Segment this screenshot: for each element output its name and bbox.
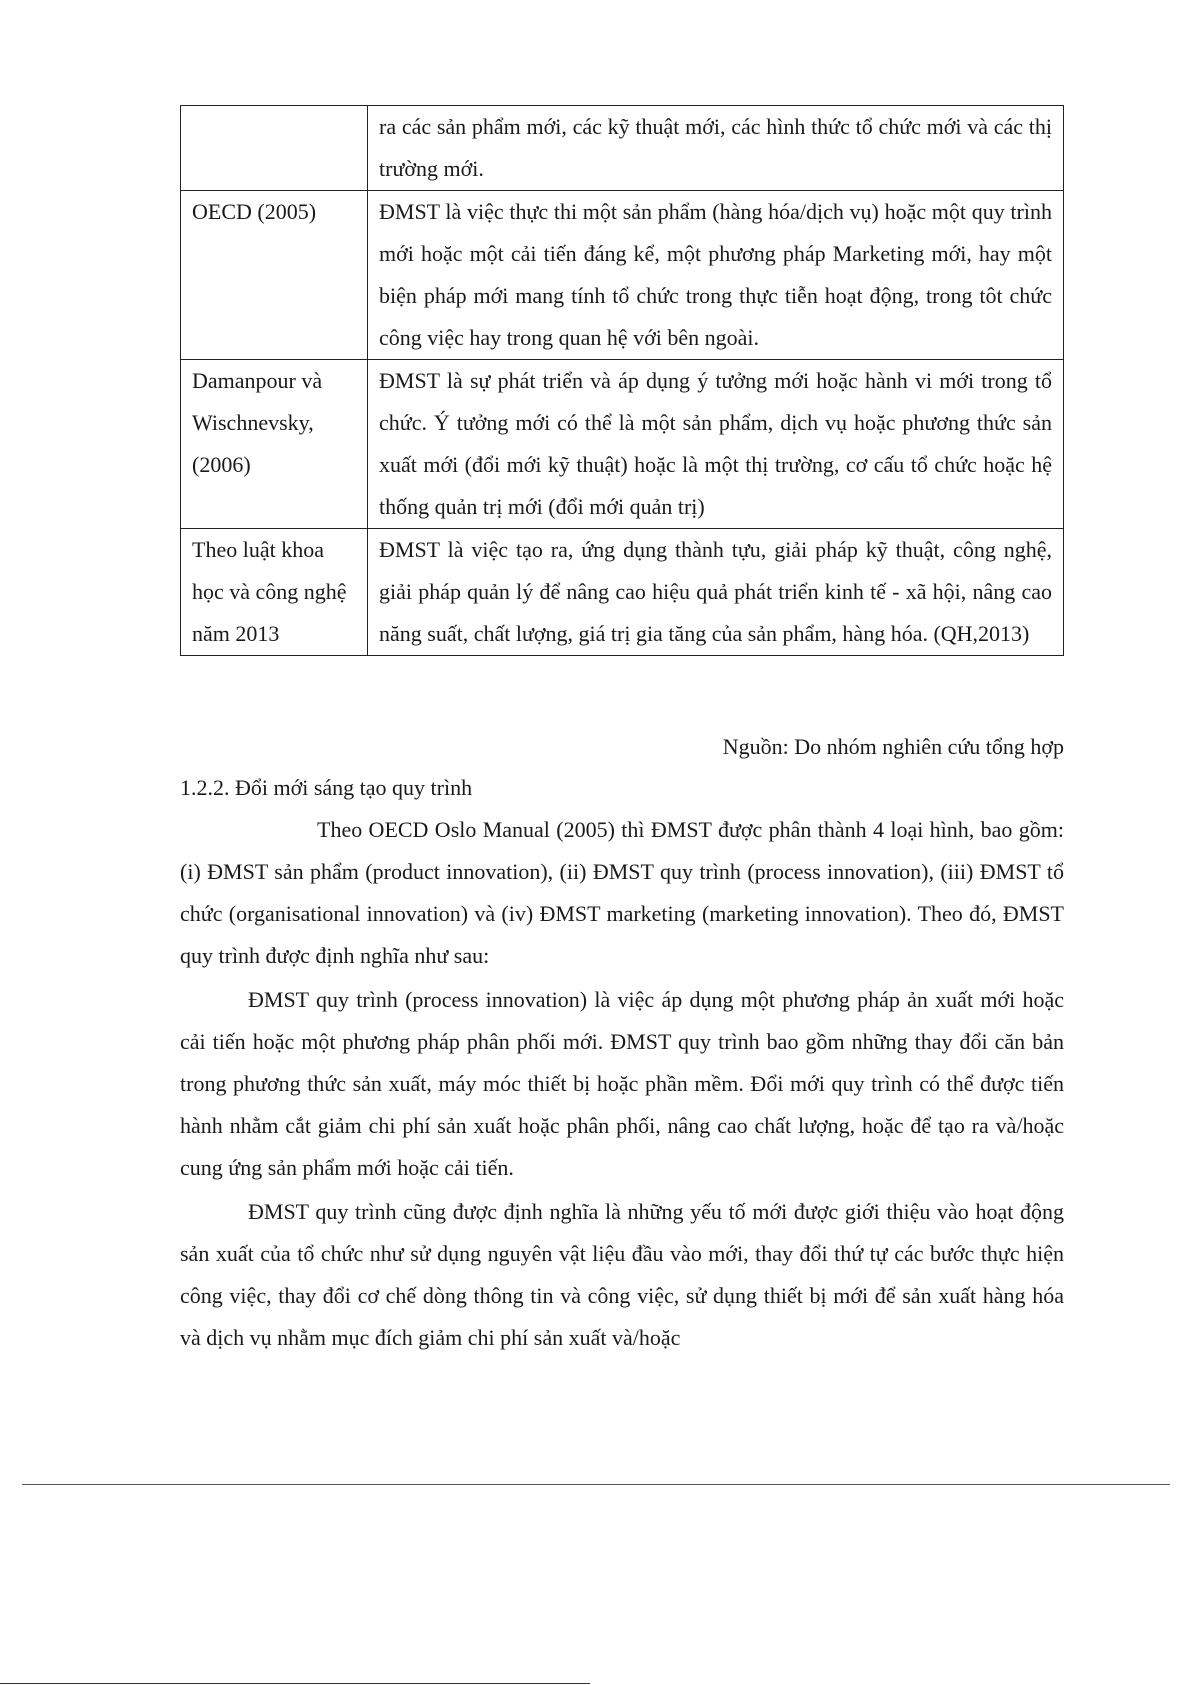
author-cell: Theo luật khoa học và công nghệ năm 2013 — [181, 529, 368, 656]
section-heading: 1.2.2. Đổi mới sáng tạo quy trình — [180, 775, 473, 800]
table-source-note: Nguồn: Do nhóm nghiên cứu tổng hợp — [722, 734, 1064, 759]
definition-cell: ĐMST là việc tạo ra, ứng dụng thành tựu, giải pháp kỹ thuật, công nghệ, giải pháp quản lý để nâng cao hiệu quả phát triển kinh tế - xã hội, nâng cao năng suất, chất lượng, giá trị gia tăng của sản phẩm, hàng hóa. (QH,2013) — [368, 529, 1064, 656]
table-row — [181, 360, 1064, 529]
page-divider — [22, 1484, 1170, 1485]
definitions-table — [180, 105, 1064, 656]
definition-cell: ĐMST là sự phát triển và áp dụng ý tưởng mới hoặc hành vi mới trong tổ chức. Ý tưởng mới có thể là một sản phẩm, dịch vụ hoặc phương thức sản xuất mới (đổi mới kỹ thuật) hoặc là một thị trường, cơ cấu tổ chức hoặc hệ thống quản trị mới (đổi mới quản trị) — [368, 360, 1064, 529]
author-cell: OECD (2005) — [181, 191, 368, 360]
definition-cell: ra các sản phẩm mới, các kỹ thuật mới, các hình thức tổ chức mới và các thị trường mới. — [368, 106, 1064, 191]
author-cell: Damanpour và Wischnevsky, (2006) — [181, 360, 368, 529]
author-cell — [181, 106, 368, 191]
body-paragraph: ĐMST quy trình (process innovation) là việc áp dụng một phương pháp ản xuất mới hoặc cải tiến hoặc một phương pháp phân phối mới. ĐMST quy trình bao gồm những thay đổi căn bản trong phương thức sản xuất, máy móc thiết bị hoặc phần mềm. Đổi mới quy trình có thể được tiến hành nhằm cắt giảm chi phí sản xuất hoặc phân phối, nâng cao chất lượng, hoặc để tạo ra và/hoặc cung ứng sản phẩm mới hoặc cải tiến. — [180, 987, 1064, 1180]
table-row — [181, 106, 1064, 191]
body-paragraph: Theo OECD Oslo Manual (2005) thì ĐMST được phân thành 4 loại hình, bao gồm: (i) ĐMST sản phẩm (product innovation), (ii) ĐMST quy trình (process innovation), (iii) ĐMST tổ chức (organisational innovation) và (iv) ĐMST marketing (marketing innovation). Theo đó, ĐMST quy trình được định nghĩa như sau: — [180, 817, 1064, 968]
table-row — [181, 191, 1064, 360]
footnote-divider — [0, 1683, 590, 1684]
table-row — [181, 529, 1064, 656]
body-paragraph: ĐMST quy trình cũng được định nghĩa là những yếu tố mới được giới thiệu vào hoạt động sản xuất của tổ chức như sử dụng nguyên vật liệu đầu vào mới, thay đổi thứ tự các bước thực hiện công việc, thay đổi cơ chế dòng thông tin và công việc, sử dụng thiết bị mới để sản xuất hàng hóa và dịch vụ nhằm mục đích giảm chi phí sản xuất và/hoặc — [180, 1199, 1064, 1350]
definition-cell: ĐMST là việc thực thi một sản phẩm (hàng hóa/dịch vụ) hoặc một quy trình mới hoặc một cải tiến đáng kể, một phương pháp Marketing mới, hay một biện pháp mới mang tính tổ chức trong thực tiễn hoạt động, trong tôt chức công việc hay trong quan hệ với bên ngoài. — [368, 191, 1064, 360]
